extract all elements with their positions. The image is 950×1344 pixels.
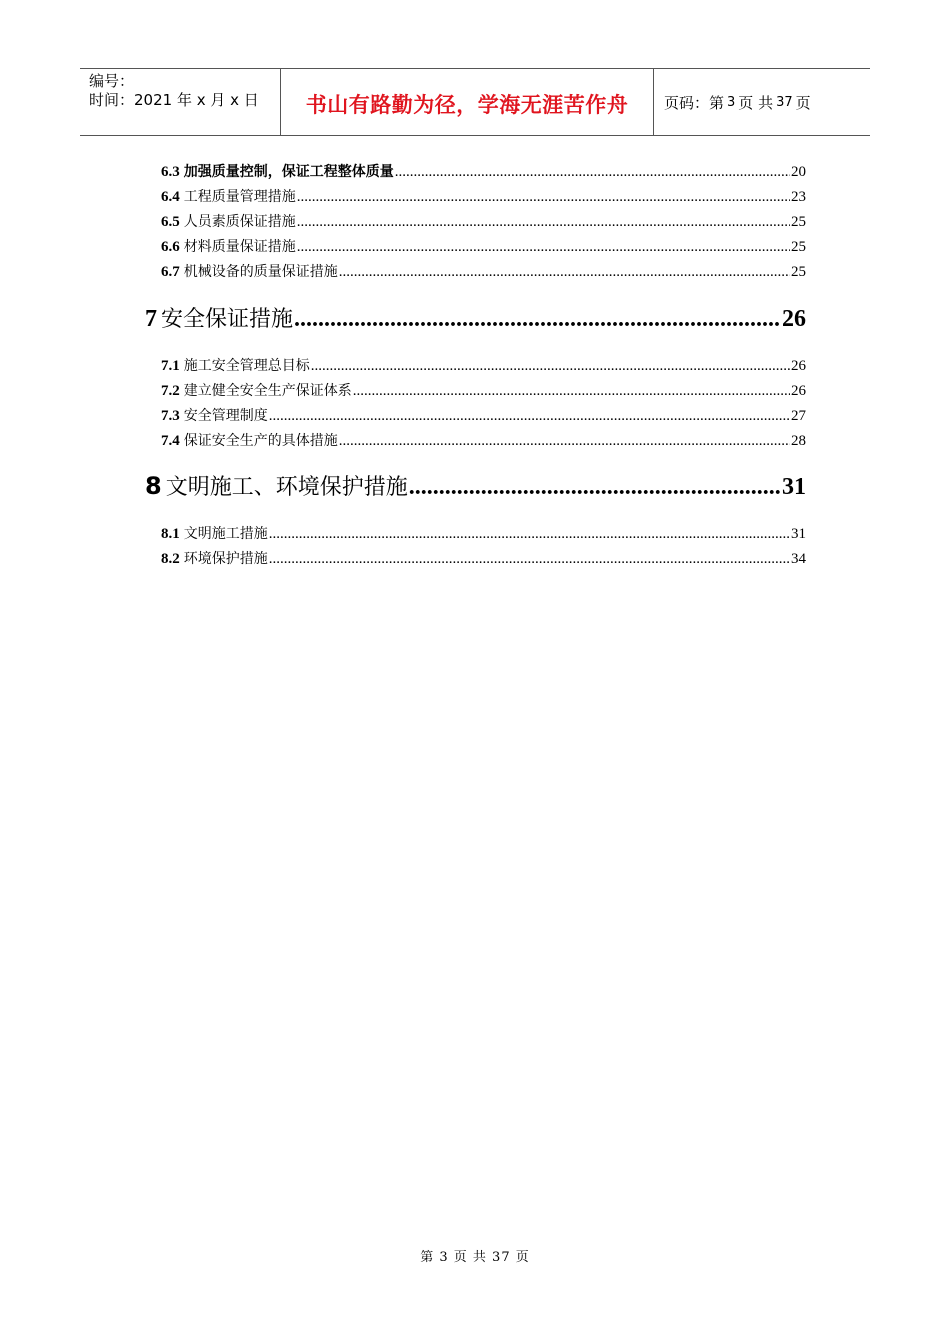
header-page-info xyxy=(654,69,870,135)
toc-leader xyxy=(297,214,790,231)
toc-title: 材料质量保证措施 xyxy=(183,239,296,255)
toc-number: 7.2 xyxy=(161,383,180,399)
toc-entry[interactable] xyxy=(145,380,806,404)
toc-title: 加强质量控制，保证工程整体质量 xyxy=(183,164,394,180)
page-prefix: 页码：第 xyxy=(664,93,725,112)
toc-title: 建立健全安全生产保证体系 xyxy=(183,383,352,399)
toc-page: 31 xyxy=(782,474,806,500)
toc-number: 8.2 xyxy=(161,551,180,567)
toc-number: 6.3 xyxy=(161,164,180,180)
toc-number: 7.3 xyxy=(161,408,180,424)
toc-number: 7.1 xyxy=(161,358,180,374)
toc-page: 28 xyxy=(791,433,806,449)
page-suffix: 页 xyxy=(795,93,811,112)
toc-title: 工程质量管理措施 xyxy=(183,189,296,205)
toc-number: 6.6 xyxy=(161,239,180,255)
toc-leader xyxy=(311,358,790,375)
toc-entry[interactable] xyxy=(145,186,806,210)
toc-leader xyxy=(269,408,790,425)
toc-title: 施工安全管理总目标 xyxy=(183,358,310,374)
toc-number: 8.1 xyxy=(161,526,180,542)
toc-leader xyxy=(409,474,781,501)
toc-entry[interactable] xyxy=(145,261,806,285)
toc-chapter-entry[interactable] xyxy=(145,302,806,336)
toc-number: 7.4 xyxy=(161,433,180,449)
header-motto: 书山有路勤为径，学海无涯苦作舟 xyxy=(281,69,654,135)
page-mid: 页 共 xyxy=(738,93,774,112)
toc-leader xyxy=(269,551,790,568)
toc-leader xyxy=(297,189,790,206)
toc-title: 文明施工措施 xyxy=(183,526,268,542)
toc-entry[interactable] xyxy=(145,211,806,235)
toc-page: 26 xyxy=(782,306,806,332)
toc-title: 安全管理制度 xyxy=(183,408,268,424)
date-label: 时间：2021 年 x 月 x 日 xyxy=(89,91,259,109)
toc-number: 8 xyxy=(145,472,162,500)
toc-entry[interactable] xyxy=(145,405,806,429)
toc-number: 6.7 xyxy=(161,264,180,280)
toc-page: 26 xyxy=(791,383,806,399)
toc-title: 人员素质保证措施 xyxy=(183,214,296,230)
toc-page: 23 xyxy=(791,189,806,205)
header-info-cell xyxy=(80,69,281,135)
toc-leader xyxy=(297,239,790,256)
toc-chapter-entry[interactable] xyxy=(145,470,806,504)
toc-entry[interactable] xyxy=(145,161,806,185)
toc-entry[interactable] xyxy=(145,523,806,547)
toc-number: 6.4 xyxy=(161,189,180,205)
toc-entry[interactable] xyxy=(145,430,806,454)
toc-title: 机械设备的质量保证措施 xyxy=(183,264,338,280)
toc-entry[interactable] xyxy=(145,548,806,572)
toc-leader xyxy=(395,164,790,181)
toc-number: 6.5 xyxy=(161,214,180,230)
toc-title: 安全保证措施 xyxy=(161,307,294,332)
toc-leader xyxy=(269,526,790,543)
toc-page: 25 xyxy=(791,214,806,230)
toc-title: 环境保护措施 xyxy=(183,551,268,567)
toc-leader xyxy=(353,383,790,400)
toc-page: 31 xyxy=(791,526,806,542)
page-footer: 第 3 页 共 37 页 xyxy=(420,1250,530,1265)
toc-leader xyxy=(294,306,781,333)
toc-page: 34 xyxy=(791,551,806,567)
toc-entry[interactable] xyxy=(145,236,806,260)
page-header xyxy=(80,68,870,136)
toc-title: 保证安全生产的具体措施 xyxy=(183,433,338,449)
page-current: 3 xyxy=(727,94,736,110)
toc-page: 25 xyxy=(791,264,806,280)
toc-page: 27 xyxy=(791,408,806,424)
code-label: 编号： xyxy=(89,72,135,90)
toc-page: 20 xyxy=(791,164,806,180)
toc-title: 文明施工、环境保护措施 xyxy=(165,475,408,500)
toc-page: 26 xyxy=(791,358,806,374)
toc-number: 7 xyxy=(145,306,157,332)
toc-entry[interactable] xyxy=(145,355,806,379)
toc-leader xyxy=(339,433,790,450)
toc-leader xyxy=(339,264,790,281)
toc-page: 25 xyxy=(791,239,806,255)
page-total: 37 xyxy=(776,94,793,110)
